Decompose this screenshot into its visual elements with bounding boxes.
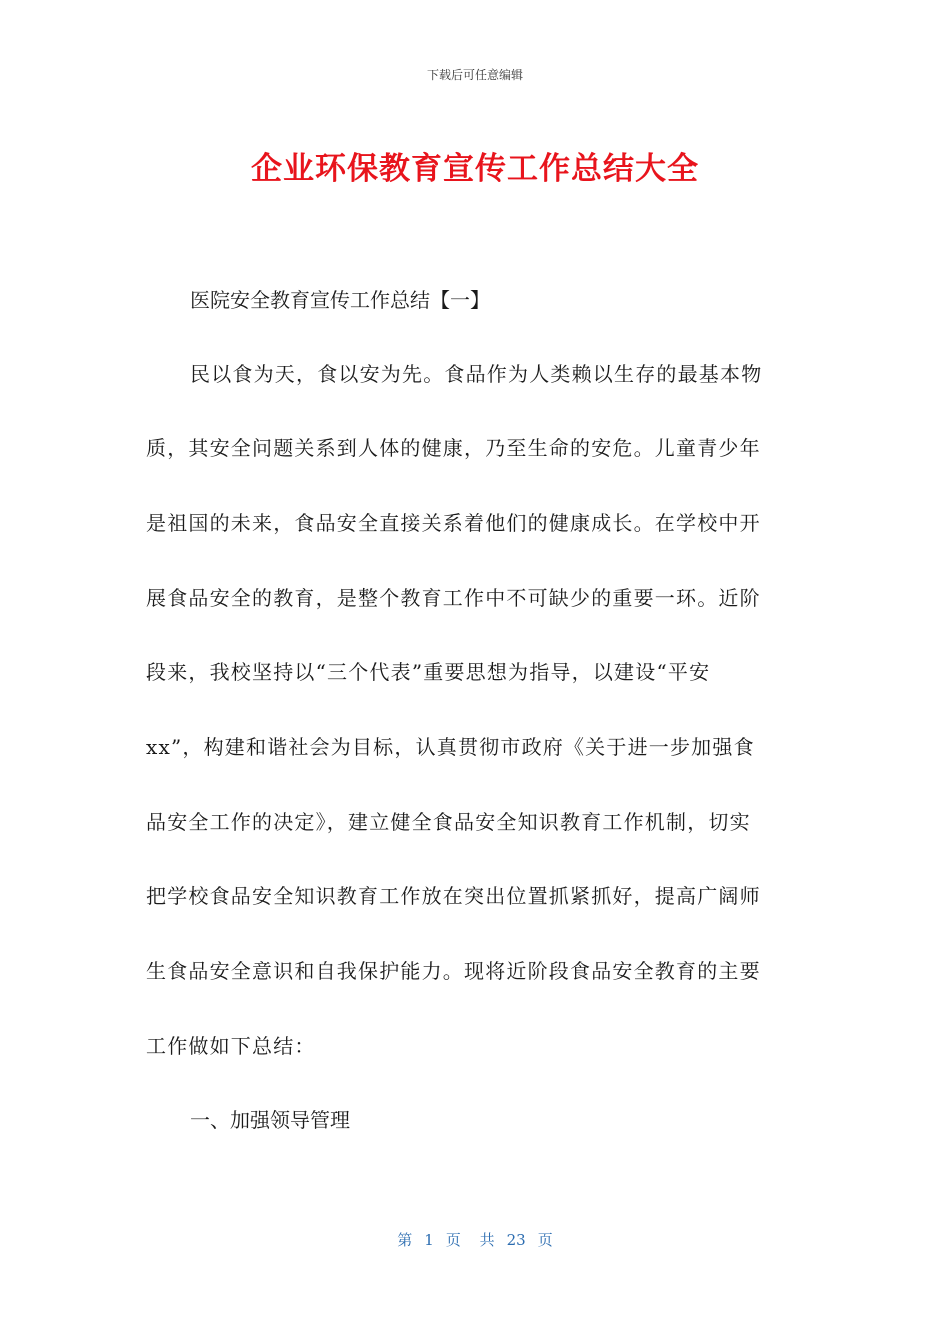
footer-prefix: 第 — [397, 1231, 413, 1249]
footer-page-number: 1 — [424, 1231, 434, 1249]
footer-suffix: 页 — [537, 1231, 553, 1249]
paragraph-line: 民以食为天，食以安为先。食品作为人类赖以生存的最基本物 — [190, 362, 763, 386]
page-footer — [0, 1229, 950, 1250]
paragraph-line: xx”，构建和谐社会为目标，认真贯彻市政府《关于进一步加强食 — [146, 735, 755, 759]
paragraph-line: 展食品安全的教育，是整个教育工作中不可缺少的重要一环。近阶 — [146, 586, 761, 610]
paragraph-line: 品安全工作的决定》，建立健全食品安全知识教育工作机制，切实 — [146, 810, 751, 834]
paragraph-line: 是祖国的未来，食品安全直接关系着他们的健康成长。在学校中开 — [146, 511, 761, 535]
section-heading: 医院安全教育宣传工作总结【一】 — [190, 288, 490, 312]
header-note: 下载后可任意编辑 — [426, 68, 523, 82]
document-title: 企业环保教育宣传工作总结大全 — [251, 151, 699, 187]
footer-total-pages: 23 — [506, 1231, 526, 1249]
footer-middle: 页 共 — [445, 1231, 495, 1249]
subheading: 一、加强领导管理 — [190, 1108, 350, 1132]
paragraph-line: 段来，我校坚持以“三个代表”重要思想为指导，以建设“平安 — [146, 660, 711, 684]
paragraph-line: 把学校食品安全知识教育工作放在突出位置抓紧抓好，提高广阔师 — [146, 884, 761, 908]
paragraph-line: 质，其安全问题关系到人体的健康，乃至生命的安危。儿童青少年 — [146, 436, 761, 460]
paragraph-line: 工作做如下总结： — [146, 1034, 316, 1058]
paragraph-line: 生食品安全意识和自我保护能力。现将近阶段食品安全教育的主要 — [146, 959, 761, 983]
